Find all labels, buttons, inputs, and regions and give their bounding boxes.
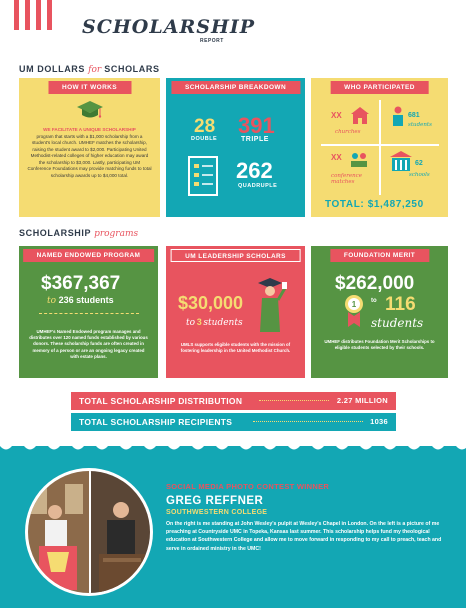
conference-count: XX [331,153,342,162]
graduate-figure-icon [254,276,288,336]
contest-winner-section [0,446,466,608]
who-participated-panel [311,78,448,217]
section-heading-main: UM DOLLARS [19,64,85,74]
double-label: DOUBLE [191,136,218,142]
um-leadership-amount: $30,000 [178,293,244,313]
section-heading-main: SCHOLARSHIP [19,228,91,238]
um-leadership-description: UMLS supports eligible students with the mission of fostering leadership in the United Methodist Church. [180,342,291,354]
students-count: 681 [408,112,420,119]
contest-heading: SOCIAL MEDIA PHOTO CONTEST WINNER [166,482,330,491]
named-endowed-recipients [47,295,114,306]
quadruple-label: QUADRUPLE [238,183,278,189]
umls-count: 3 [196,317,202,327]
section-heading-script: for [88,65,102,75]
named-endowed-description: UMHEF's Named Endowed program manages and distributes over 120 named funds established by various donors. These scholarship funds are often created in memory of a person or are an ongoing legacy created with estate plans. [29,329,148,359]
triple-count: 391 [238,113,275,138]
um-leadership-recipients [186,317,243,328]
how-it-works-panel [19,78,160,217]
total-distribution-bar [71,392,396,410]
dotted-leader [259,400,329,402]
divider-horizontal [321,144,439,146]
conference-icon [349,150,369,168]
total-recipients-label: TOTAL SCHOLARSHIP RECIPIENTS [79,417,233,427]
students-label: students [408,122,432,128]
foundation-merit-amount: $262,000 [335,273,415,294]
section-heading-programs [19,228,138,239]
page-title: SCHOLARSHIP [82,16,256,38]
winner-photo-collage [25,468,153,596]
section-heading-end: SCHOLARS [104,64,160,74]
um-leadership-tag: UM LEADERSHIP SCHOLARS [170,249,301,262]
divider-vertical [379,100,381,195]
total-recipients-bar [71,413,396,431]
breakdown-tag: SCHOLARSHIP BREAKDOWN [171,81,300,94]
foundation-merit-count: 116 [385,294,416,315]
how-it-works-lead: WE FACILITATE A UNIQUE SCHOLARSHIP [43,127,136,132]
section-heading-script: programs [94,229,139,239]
church-icon [349,105,371,125]
foundation-merit-description: UMHEF distributes Foundation Merit Scholarships to eligible students selected by their schools. [324,339,435,351]
named-endowed-amount: $367,367 [41,273,121,294]
student-icon [391,106,405,126]
foundation-merit-tag: FOUNDATION MERIT [330,249,429,262]
merit-to-word: to [371,298,377,304]
svg-text:1: 1 [351,300,357,309]
header-stripes [14,0,52,30]
named-students: 236 students [58,295,114,305]
winner-name: GREG REFFNER [166,495,264,507]
named-endowed-panel [19,246,158,378]
um-leadership-panel [166,246,305,378]
schools-count: 62 [415,160,423,167]
wave-border [0,446,466,453]
umls-to-word: to [186,318,196,328]
scholarship-breakdown-panel [166,78,305,217]
named-to-word: to [47,296,57,306]
page-subtitle: REPORT [200,38,224,44]
churches-count: XX [331,111,342,120]
graduation-cap-icon [76,100,104,120]
quadruple-count: 262 [236,158,273,183]
how-it-works-text [27,127,152,179]
foundation-merit-students: students [371,316,424,330]
school-building-icon [389,150,413,172]
named-divider [39,313,139,314]
dotted-leader [253,421,363,423]
how-it-works-tag: HOW IT WORKS [48,81,131,94]
double-count: 28 [194,116,216,137]
conference-label: conference matches [331,173,362,185]
winner-college: SOUTHWESTERN COLLEGE [166,509,268,516]
total-distribution-value: 2.27 MILLION [336,396,388,405]
page-title-block [82,16,256,44]
triple-label: TRIPLE [241,136,269,143]
who-participated-tag: WHO PARTICIPATED [330,81,429,94]
schools-label: schools [409,172,430,178]
named-endowed-tag: NAMED ENDOWED PROGRAM [23,249,155,262]
foundation-merit-panel [311,246,448,378]
form-document-icon [186,154,220,198]
umls-students: students [203,318,243,328]
participation-total: TOTAL: $1,487,250 [325,199,424,210]
total-recipients-value: 1036 [370,417,388,426]
how-it-works-body: program that starts with a $1,000 scholarship from a student's local church. UMHEF matches the scholarship, raising the student award to $2,000. Participating United Methodist-related colleges of higher education may award the scholarship to $3,000. Lastly, participating UM Conference Foundations may provide matching funds to total scholarship awards up to $4,000 total. [27,133,152,178]
winner-story: On the right is me standing at John Wesley's pulpit at Wesley's Chapel in London. On the left is a picture of me preaching at Countryside UMC in Topeka, Kansas last summer. This scholarship helps fund my theological education at Southwestern College and allow me to move forward in responding to my call to preach, teach and serve in ordained ministry in the UMC! [166,521,442,552]
total-distribution-label: TOTAL SCHOLARSHIP DISTRIBUTION [79,396,243,406]
medal-icon [343,294,365,328]
section-heading-dollars [19,64,160,75]
churches-label: churches [335,129,361,135]
